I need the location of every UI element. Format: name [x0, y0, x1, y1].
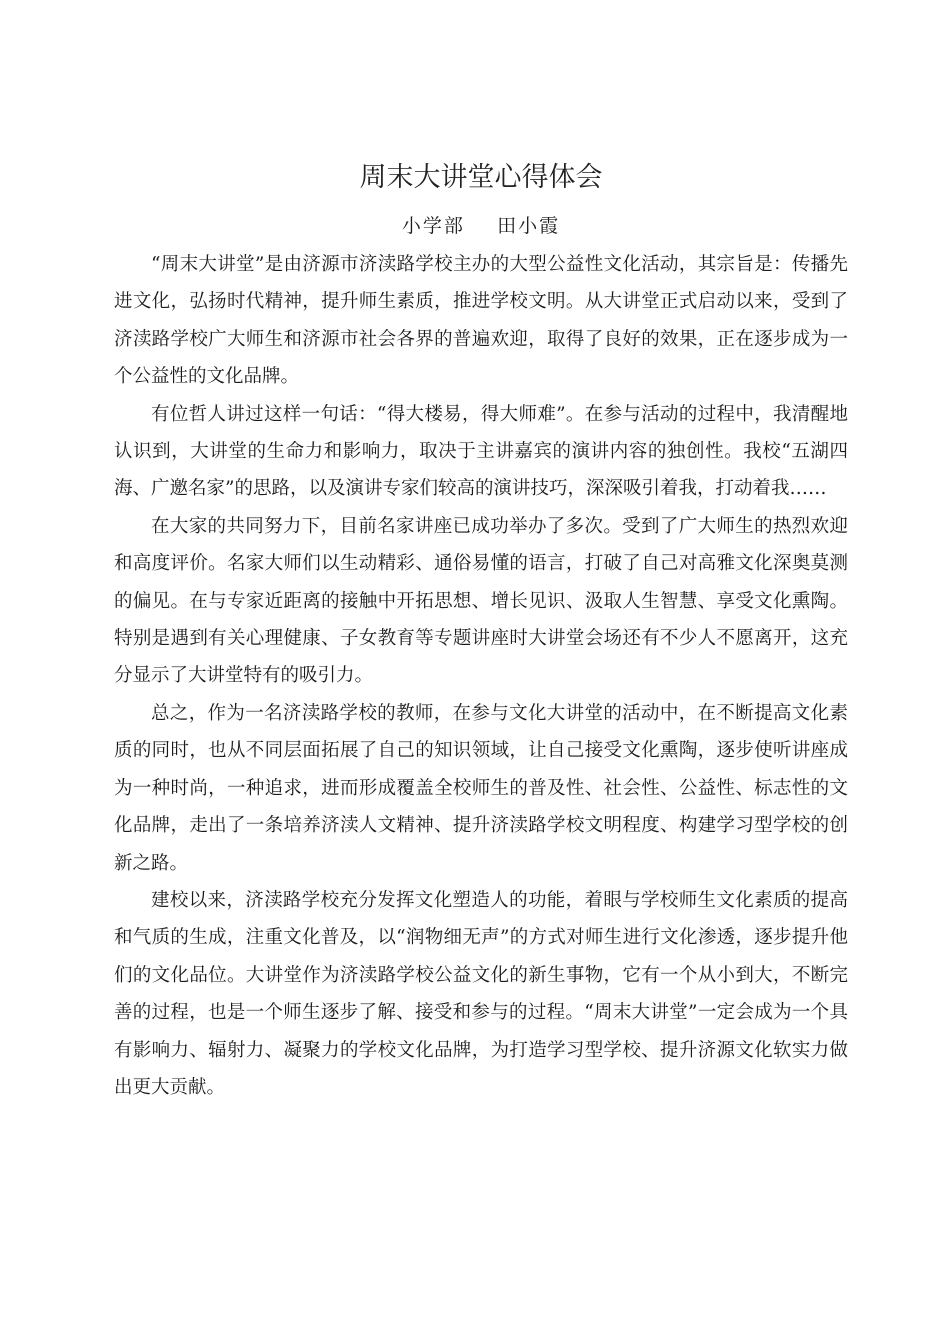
paragraph-2: 有位哲人讲过这样一句话：“得大楼易，得大师难”。在参与活动的过程中，我清醒地认识到，大讲堂的生命力和影响力，取决于主讲嘉宾的演讲内容的独创性。我校“五湖四海、广邀名家”的思路，以及演讲专家们较高的演讲技巧，深深吸引着我，打动着我……: [114, 403, 848, 500]
document-title: 周末大讲堂心得体会: [359, 162, 603, 193]
paragraph-1: “周末大讲堂”是由济源市济渎路学校主办的大型公益性文化活动，其宗旨是：传播先进文化，弘扬时代精神，提升师生素质，推进学校文明。从大讲堂正式启动以来，受到了济渎路学校广大师生和济源市社会各界的普遍欢迎，取得了良好的效果，正在逐步成为一个公益性的文化品牌。: [114, 254, 848, 388]
paragraph-5: 建校以来，济渎路学校充分发挥文化塑造人的功能，着眼与学校师生文化素质的提高和气质的生成，注重文化普及，以“润物细无声”的方式对师生进行文化渗透，逐步提升他们的文化品位。大讲堂作为济渎路学校公益文化的新生事物，它有一个从小到大，不断完善的过程，也是一个师生逐步了解、接受和参与的过程。“周末大讲堂”一定会成为一个具有影响力、辐射力、凝聚力的学校文化品牌，为打造学习型学校、提升济源文化软实力做出更大贡献。: [114, 889, 848, 1098]
document-page: [114, 150, 848, 1106]
author-line: 小学部 田小霞: [401, 215, 561, 237]
paragraph-3: 在大家的共同努力下，目前名家讲座已成功举办了多次。受到了广大师生的热烈欢迎和高度评价。名家大师们以生动精彩、通俗易懂的语言，打破了自己对高雅文化深奥莫测的偏见。在与专家近距离的接触中开拓思想、增长见识、汲取人生智慧、享受文化熏陶。特别是遇到有关心理健康、子女教育等专题讲座时大讲堂会场还有不少人不愿离开，这充分显示了大讲堂特有的吸引力。: [114, 515, 848, 687]
paragraph-4: 总之，作为一名济渎路学校的教师，在参与文化大讲堂的活动中，在不断提高文化素质的同时，也从不同层面拓展了自己的知识领域，让自己接受文化熏陶，逐步使听讲座成为一种时尚，一种追求，进而形成覆盖全校师生的普及性、社会性、公益性、标志性的文化品牌，走出了一条培养济渎人文精神、提升济渎路学校文明程度、构建学习型学校的创新之路。: [114, 702, 848, 874]
